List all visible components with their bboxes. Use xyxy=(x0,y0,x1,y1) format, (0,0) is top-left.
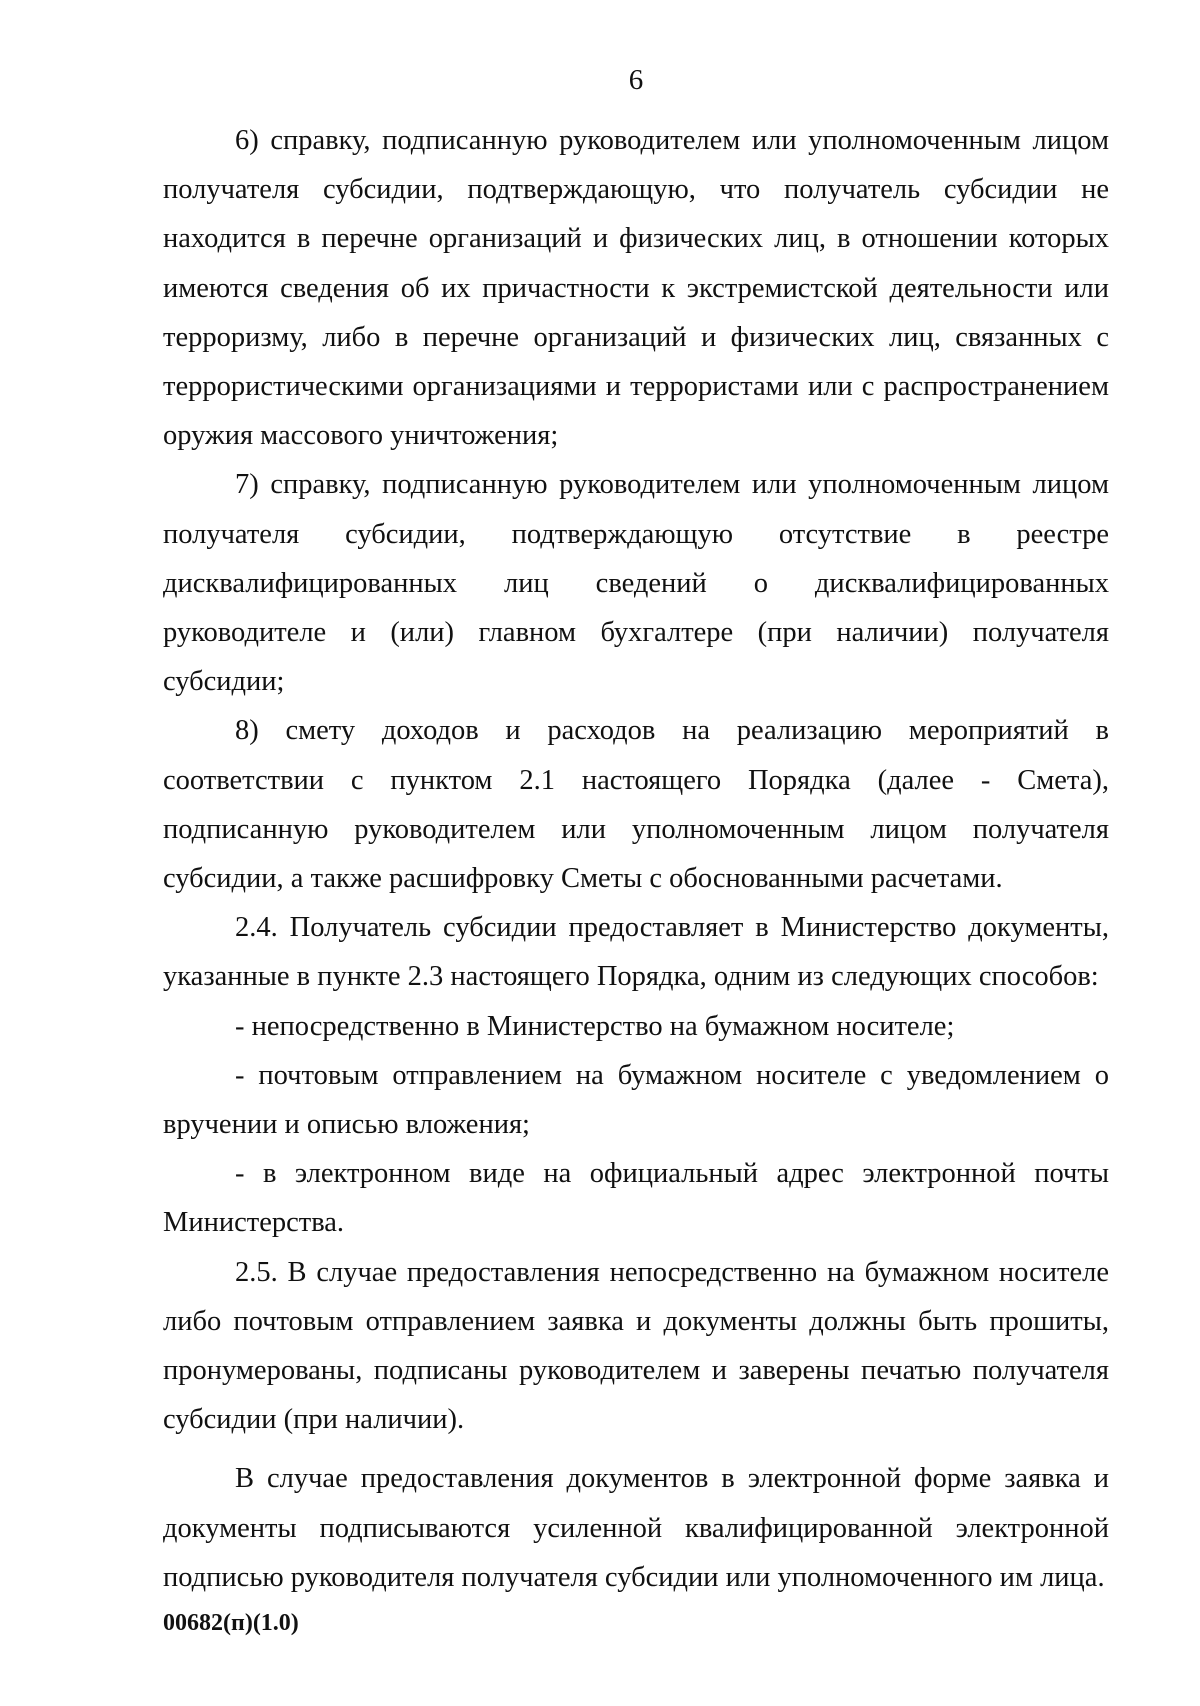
document-code: 00682(п)(1.0) xyxy=(163,1610,299,1636)
paragraph-method-paper: - непосредственно в Министерство на бумажном носителе; xyxy=(235,1010,955,1042)
paragraph-clause-2-4: 2.4. Получатель субсидии предоставляет в Министерство документы, указанные в пункте 2.3 настоящего Порядка, одним из следующих способов: xyxy=(163,912,1109,993)
paragraph-clause-2-5: 2.5. В случае предоставления непосредственно на бумажном носителе либо почтовым отправлением заявка и документы должны быть прошиты, пронумерованы, подписаны руководителем и заверены печатью получателя субсидии (при наличии). xyxy=(163,1256,1109,1436)
paragraph-method-post: - почтовым отправлением на бумажном носителе с уведомлением о вручении и описью вложения; xyxy=(163,1059,1109,1141)
paragraph-item-8: 8) смету доходов и расходов на реализацию мероприятий в соответствии с пунктом 2.1 настоящего Порядка (далее - Смета), подписанную руководителем или уполномоченным лицом получателя субсидии, а также расшифровку Сметы с обоснованными расчетами. xyxy=(163,715,1109,895)
page-number: 6 xyxy=(628,64,644,96)
document-body xyxy=(163,116,1109,1602)
paragraph-electronic-signature: В случае предоставления документов в электронной форме заявка и документы подписываются усиленной квалифицированной электронной подписью руководителя получателя субсидии или уполномоченного им лица. xyxy=(163,1463,1109,1593)
paragraph-item-7: 7) справку, подписанную руководителем или уполномоченным лицом получателя субсидии, подтверждающую отсутствие в реестре дисквалифицированных лиц сведений о дисквалифицированных руководителе и (или) главном бухгалтере (при наличии) получателя субсидии; xyxy=(163,469,1109,698)
paragraph-method-email: - в электронном виде на официальный адрес электронной почты Министерства. xyxy=(163,1158,1109,1239)
paragraph-item-6: 6) справку, подписанную руководителем или уполномоченным лицом получателя субсидии, подтверждающую, что получатель субсидии не находится в перечне организаций и физических лиц, в отношении которых имеются сведения об их причастности к экстремистской деятельности или терроризму, либо в перечне организаций и физических лиц, связанных с террористическими организациями и террористами или с распространением оружия массового уничтожения; xyxy=(163,125,1109,452)
